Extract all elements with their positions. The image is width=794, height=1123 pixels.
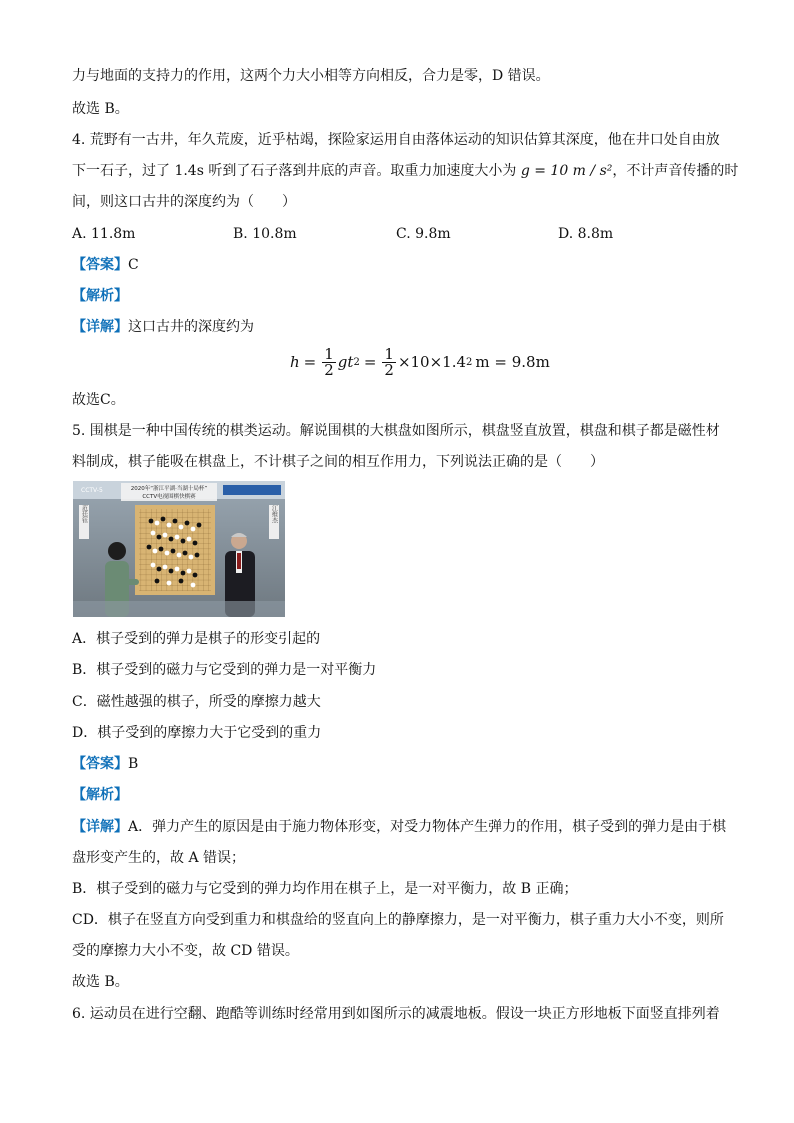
detail-line [72, 317, 254, 337]
detail-text: 这口古井的深度约为 [128, 319, 254, 335]
formula-tail: m = 9.8m [475, 353, 550, 371]
option-a: A．棋子受到的弹力是棋子的形变引起的 [72, 631, 321, 647]
fraction [322, 344, 336, 379]
formula-gt: gt [337, 353, 354, 371]
banner-line1: 2020年“浙江平湖·当湖十局杯” [130, 486, 208, 492]
text-line: CD．棋子在竖直方向受到重力和棋盘给的竖直向上的静摩擦力，是一对平衡力，棋子重力大小不变，则所 [72, 912, 724, 928]
formula-eq: = [363, 353, 377, 371]
analysis-line [72, 785, 128, 805]
question-6: 6. 运动员在进行空翻、跑酷等训练时经常用到如图所示的减震地板。假设一块正方形地板下面竖直排列着 [72, 1006, 720, 1022]
answer-label: 【答案】 [72, 756, 128, 772]
option-b: B. 10.8m [233, 226, 297, 242]
text-line: 间，则这口古井的深度约为（ ） [72, 194, 296, 210]
detail-line [72, 817, 726, 837]
text-line: B．棋子受到的磁力与它受到的弹力均作用在棋子上，是一对平衡力，故 B 正确； [72, 881, 578, 897]
text-line: 故选 B。 [72, 101, 129, 117]
detail-label: 【详解】 [72, 819, 128, 835]
option-c: C．磁性越强的棋子，所受的摩擦力越大 [72, 694, 321, 710]
fraction-num: 1 [384, 344, 394, 363]
name-left: 范廷钰 [80, 505, 88, 523]
answer-value: B [128, 756, 139, 772]
detail-text: A．弹力产生的原因是由于施力物体形变，对受力物体产生弹力的作用，棋子受到的弹力是由于棋 [128, 819, 727, 835]
answer-value: C [128, 257, 139, 273]
option-d: D. 8.8m [558, 226, 614, 242]
text-line: 力与地面的支持力的作用，这两个力大小相等方向相反，合力是零，D 错误。 [72, 68, 550, 84]
text-line [72, 161, 738, 181]
text-segment: ，不计声音传播的时 [612, 163, 739, 179]
text-line: 料制成，棋子能吸在棋盘上，不计棋子之间的相互作用力，下列说法正确的是（ ） [72, 454, 604, 470]
analysis-label: 【解析】 [72, 787, 128, 803]
cctv-logo: CCTV-5 [81, 487, 103, 494]
option-a: A. 11.8m [72, 226, 136, 242]
fraction-den: 2 [384, 360, 394, 379]
gravity-value: g = 10 m / s² [520, 163, 613, 179]
formula-sup: 2 [353, 356, 360, 368]
analysis-line [72, 286, 128, 306]
option-d: D．棋子受到的摩擦力大于它受到的重力 [72, 725, 322, 741]
formula [290, 342, 550, 382]
fraction-num: 1 [324, 344, 334, 363]
question-4: 4. 荒野有一古井，年久荒废，近乎枯竭，探险家运用自由落体运动的知识估算其深度，他在井口处自由放 [72, 132, 720, 148]
fraction [382, 344, 396, 379]
detail-label: 【详解】 [72, 319, 128, 335]
formula-sup: 2 [466, 356, 473, 368]
text-line: 故选C。 [72, 392, 125, 408]
question-5: 5. 围棋是一种中国传统的棋类运动。解说围棋的大棋盘如图所示，棋盘竖直放置，棋盘和棋子都是磁性材 [72, 423, 720, 439]
formula-rest: ×10×1.4 [397, 353, 467, 371]
analysis-label: 【解析】 [72, 288, 128, 304]
text-line: 盘形变产生的，故 A 错误； [72, 850, 246, 866]
answer-label: 【答案】 [72, 257, 128, 273]
text-line: 故选 B。 [72, 974, 129, 990]
formula-h: h [290, 353, 300, 371]
option-b: B．棋子受到的磁力与它受到的弹力是一对平衡力 [72, 662, 377, 678]
option-c: C. 9.8m [396, 226, 451, 242]
banner-line2: CCTV电视围棋快棋赛 [142, 494, 196, 500]
formula-eq: = [303, 353, 317, 371]
name-right: 江维杰 [270, 505, 278, 523]
fraction-den: 2 [324, 360, 334, 379]
text-line: 受的摩擦力大小不变，故 CD 错误。 [72, 943, 299, 959]
text-segment: 下一石子，过了 1.4s 听到了石子落到井底的声音。取重力加速度大小为 [72, 163, 521, 179]
answer-line [72, 255, 139, 275]
go-board-photo [73, 481, 285, 617]
answer-line [72, 754, 138, 774]
